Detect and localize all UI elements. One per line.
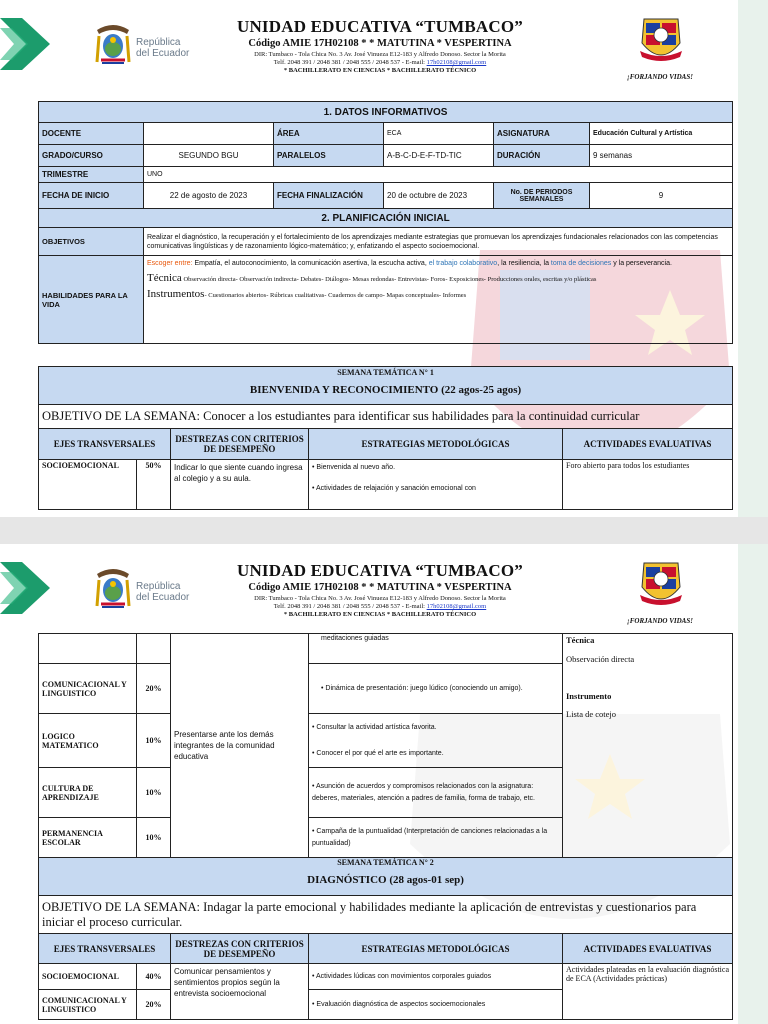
republica-logo-text: República del Ecuador [136, 37, 190, 59]
col-estrategias-header: ESTRATEGIAS METODOLÓGICAS [309, 934, 563, 964]
col-destrezas-header: DESTREZAS CON CRITERIOS DE DESEMPEÑO [171, 429, 309, 460]
habilidades-value: Escoger entre: Empatía, el autoconocimiento, la comunicación asertiva, la escucha activa, el trabajo colaborativo, la resiliencia, la toma de decisiones y la perseverancia. Técnica Observación directa- Observación indirecta- Debates- Diálogos- Mesas redondas- Entrevistas- Foros- Exposiciones- Producciones orales, escritas y/o plásticas Instrumentos- Cuestionarios abiertos- Rúbricas cualitativas- Cuadernos de campo- Mapas conceptuales- Informes [144, 256, 733, 344]
actividades-cell: Foro abierto para todos los estudiantes [563, 460, 733, 510]
school-code: Código AMIE 17H02108 * * MATUTINA * VESPERTINA [248, 582, 512, 593]
eje-pct: 10% [137, 818, 171, 858]
col-actividades-header: ACTIVIDADES EVALUATIVAS [563, 934, 733, 964]
school-programs: * BACHILLERATO EN CIENCIAS * BACHILLERATO TÉCNICO [283, 611, 477, 618]
eje-pct: 50% [137, 460, 171, 510]
school-crest-icon [636, 15, 686, 67]
col-destrezas-header: DESTREZAS CON CRITERIOS DE DESEMPEÑO [171, 934, 309, 964]
eje-socioemocional: SOCIOEMOCIONAL [39, 964, 137, 990]
ecuador-coat-of-arms-icon [93, 22, 133, 66]
trimestre-label: TRIMESTRE [39, 167, 144, 183]
estrategia-consultar: • Consultar la actividad artística favorita. • Conocer el por qué el arte es importante. [309, 714, 563, 768]
trimestre-value: UNO [144, 167, 733, 183]
school-motto: ¡FORJANDO VIDAS! [627, 617, 693, 625]
page-gap [0, 517, 768, 544]
actividades-diagnostica: Actividades plateadas en la evaluación diagnóstica de ECA (Actividades prácticas) [563, 964, 733, 1020]
estrategia-puntualidad: • Campaña de la puntualidad (Interpretación de canciones relacionadas a la puntualidad) [309, 818, 563, 858]
estrategia-dinamica: • Dinámica de presentación: juego lúdico (conociendo un amigo). [309, 664, 563, 714]
objetivos-value: Realizar el diagnóstico, la recuperación y el fortalecimiento de los aprendizajes mediante estrategias que promuevan los aprendizajes fundacionales relacionados con las competencias comunicativas lingüísticas y de razonamiento lógico-matemático; y, enfatizando el aspecto socioemocional. [144, 228, 733, 256]
republica-logo-text: República del Ecuador [136, 581, 190, 603]
duracion-value: 9 semanas [590, 145, 733, 167]
estrategia-ludicas: • Actividades lúdicas con movimientos corporales guiados [309, 964, 563, 990]
duracion-label: DURACIÓN [494, 145, 590, 167]
document-page-2 [0, 544, 768, 1024]
school-phone: Telf. 2048 391 / 2048 381 / 2048 555 / 2048 537 - E-mail: 17h02108@gmail.com [273, 59, 487, 66]
fecha-fin-value: 20 de octubre de 2023 [384, 183, 494, 209]
eje-permanencia-escolar: PERMANENCIA ESCOLAR [39, 818, 137, 858]
datos-informativos-table [38, 101, 733, 344]
asignatura-label: ASIGNATURA [494, 123, 590, 145]
school-programs: * BACHILLERATO EN CIENCIAS * BACHILLERATO TÉCNICO [283, 67, 477, 74]
habilidades-label: HABILIDADES PARA LA VIDA [39, 256, 144, 344]
school-address: DIR: Tumbaco - Tola Chica No. 3 Av. José Vinueza E12-183 y Alfredo Donoso. Sector la Morita [254, 51, 506, 58]
semana-2-header: SEMANA TEMÁTICA N° 2 DIAGNÓSTICO (28 agos-01 sep) [39, 858, 733, 896]
docente-label: DOCENTE [39, 123, 144, 145]
destreza-cell: Indicar lo que siente cuando ingresa al colegio y a su aula. [171, 460, 309, 510]
ecuador-coat-of-arms-icon [93, 566, 133, 610]
school-address: DIR: Tumbaco - Tola Chica No. 3 Av. José Vinueza E12-183 y Alfredo Donoso. Sector la Morita [254, 595, 506, 602]
col-ejes-header: EJES TRANSVERSALES [39, 934, 171, 964]
estrategia-meditaciones: meditaciones guiadas [309, 634, 563, 664]
school-crest-icon [636, 559, 686, 611]
periodos-value: 9 [590, 183, 733, 209]
school-title: UNIDAD EDUCATIVA “TUMBACO” [236, 17, 524, 36]
school-code: Código AMIE 17H02108 * * MATUTINA * VESPERTINA [248, 38, 512, 49]
semana-1-table [38, 366, 733, 510]
semana-2-objetivo: OBJETIVO DE LA SEMANA: Indagar la parte emocional y habilidades mediante la aplicación de entrevistas y cuestionarios para iniciar el proceso curricular. [39, 896, 733, 934]
fecha-inicio-label: FECHA DE INICIO [39, 183, 144, 209]
area-value: ECA [384, 123, 494, 145]
chevron-decoration-icon [0, 18, 62, 70]
grado-value: SEGUNDO BGU [144, 145, 274, 167]
section-datos-title: 1. DATOS INFORMATIVOS [39, 102, 733, 123]
fecha-inicio-value: 22 de agosto de 2023 [144, 183, 274, 209]
eje-socioemocional: SOCIOEMOCIONAL [39, 460, 137, 510]
eje-comunicacional: COMUNICACIONAL Y LINGUISTICO [39, 664, 137, 714]
section-planificacion-title: 2. PLANIFICACIÓN INICIAL [39, 209, 733, 228]
grado-label: GRADO/CURSO [39, 145, 144, 167]
objetivos-label: OBJETIVOS [39, 228, 144, 256]
periodos-label: No. DE PERIODOS SEMANALES [494, 183, 590, 209]
col-ejes-header: EJES TRANSVERSALES [39, 429, 171, 460]
estrategia-acuerdos: • Asunción de acuerdos y compromisos relacionados con la asignatura: deberes, materiales, atención a padres de familia, forma de trabajo, etc. [309, 768, 563, 818]
estrategias-cell: • Bienvenida al nuevo año. • Actividades de relajación y sanación emocional con [309, 460, 563, 510]
fecha-fin-label: FECHA FINALIZACIÓN [274, 183, 384, 209]
email-link[interactable]: 17h02108@gmail.com [426, 603, 487, 610]
semana-1-objetivo: OBJETIVO DE LA SEMANA: Conocer a los estudiantes para identificar sus habilidades para la continuidad curricular [39, 405, 733, 429]
destreza-presentarse: Presentarse ante los demás integrantes de la comunidad educativa [171, 634, 309, 858]
asignatura-value: Educación Cultural y Artística [590, 123, 733, 145]
estrategia-evaluacion: • Evaluación diagnóstica de aspectos socioemocionales [309, 990, 563, 1020]
school-title: UNIDAD EDUCATIVA “TUMBACO” [236, 561, 524, 580]
eje-pct: 40% [137, 964, 171, 990]
paralelos-value: A-B-C-D-E-F-TD-TIC [384, 145, 494, 167]
col-actividades-header: ACTIVIDADES EVALUATIVAS [563, 429, 733, 460]
eje-cultura-aprendizaje: CULTURA DE APRENDIZAJE [39, 768, 137, 818]
area-label: ÁREA [274, 123, 384, 145]
semana-1-header: SEMANA TEMÁTICA N° 1 BIENVENIDA Y RECONOCIMIENTO (22 agos-25 agos) [39, 367, 733, 405]
eje-logico-matematico: LOGICO MATEMATICO [39, 714, 137, 768]
eje-pct: 10% [137, 768, 171, 818]
school-phone: Telf. 2048 391 / 2048 381 / 2048 555 / 2048 537 - E-mail: 17h02108@gmail.com [273, 603, 487, 610]
eje-pct: 20% [137, 990, 171, 1020]
destreza-comunicar: Comunicar pensamientos y sentimientos propios según la entrevista socioemocional [171, 964, 309, 1020]
semana-1-continuation-table [38, 633, 733, 858]
eje-pct: 10% [137, 714, 171, 768]
school-motto: ¡FORJANDO VIDAS! [627, 73, 693, 81]
email-link[interactable]: 17h02108@gmail.com [426, 59, 487, 66]
chevron-decoration-icon [0, 562, 62, 614]
docente-value [144, 123, 274, 145]
paralelos-label: PARALELOS [274, 145, 384, 167]
eje-pct: 20% [137, 664, 171, 714]
col-estrategias-header: ESTRATEGIAS METODOLÓGICAS [309, 429, 563, 460]
eje-comunicacional: COMUNICACIONAL Y LINGUISTICO [39, 990, 137, 1020]
semana-2-table [38, 857, 733, 1020]
page-header [0, 0, 768, 100]
page-header [0, 544, 768, 644]
actividades-evaluativas-cell: Técnica Observación directa Instrumento Lista de cotejo [563, 634, 733, 858]
